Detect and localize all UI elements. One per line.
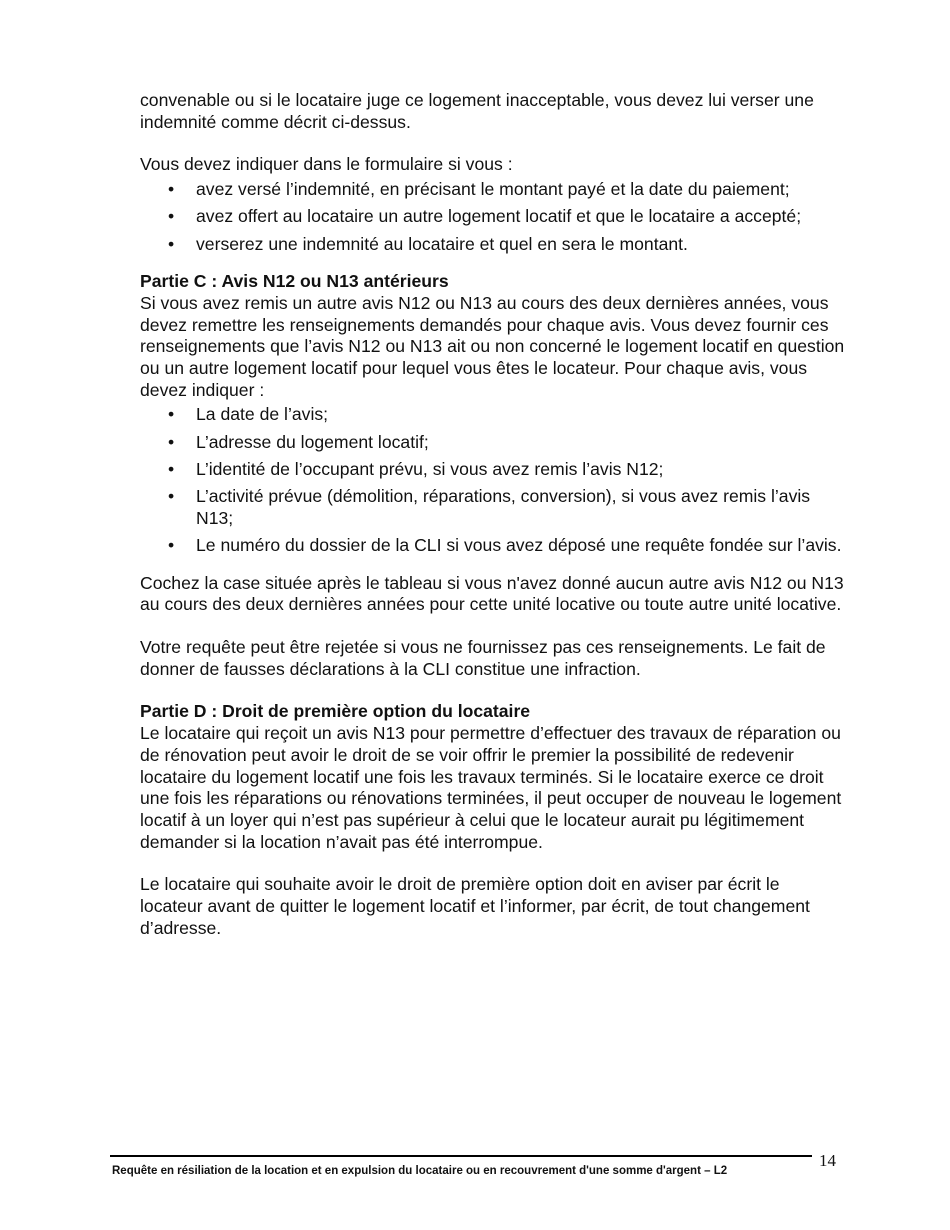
footer-divider xyxy=(110,1155,812,1157)
footer-document-title: Requête en résiliation de la location et en expulsion du locataire ou en recouvrement d'une somme d'argent – L2 xyxy=(112,1165,728,1177)
list-item: • La date de l’avis; xyxy=(168,404,329,425)
partie-c-bullet-list xyxy=(140,404,845,556)
bullet-icon: • xyxy=(168,486,175,507)
bullet-icon: • xyxy=(168,534,175,555)
page-number: 14 xyxy=(819,1151,836,1170)
bullet-icon: • xyxy=(168,404,175,425)
bullet-icon: • xyxy=(168,206,175,227)
bullet-icon: • xyxy=(168,179,175,200)
section-heading-partie-d: Partie D : Droit de première option du locataire xyxy=(140,701,531,722)
list-item: • L’identité de l’occupant prévu, si vous avez remis l’avis N12; xyxy=(168,458,664,479)
intro-bullet-list xyxy=(140,179,845,255)
intro-list-lead: Vous devez indiquer dans le formulaire si vous : xyxy=(140,154,513,175)
page-content xyxy=(140,90,845,940)
intro-paragraph: convenable ou si le locataire juge ce logement inacceptable, vous devez lui verser une indemnité comme décrit ci-dessus. xyxy=(140,90,814,132)
list-item: • L’adresse du logement locatif; xyxy=(168,431,429,452)
bullet-icon: • xyxy=(168,233,175,254)
partie-c-paragraph: Si vous avez remis un autre avis N12 ou N13 au cours des deux dernières années, vous devez remettre les renseignements demandés pour chaque avis. Vous devez fournir ces renseignements que l’avis N12 ou N13 ait ou non concerné le logement locatif en question ou un autre logement locatif pour lequel vous êtes le locateur. Pour chaque avis, vous devez indiquer : xyxy=(140,292,845,400)
list-item: • L’activité prévue (démolition, réparations, conversion), si vous avez remis l’avis N13; xyxy=(168,486,811,528)
list-item: • avez offert au locataire un autre logement locatif et que le locataire a accepté; xyxy=(168,206,802,227)
partie-d-paragraph-2: Le locataire qui souhaite avoir le droit de première option doit en aviser par écrit le locateur avant de quitter le logement locatif et l’informer, par écrit, de tout changement d’adresse. xyxy=(140,874,810,938)
section-heading-partie-c: Partie C : Avis N12 ou N13 antérieurs xyxy=(140,271,449,292)
list-item: • Le numéro du dossier de la CLI si vous avez déposé une requête fondée sur l’avis. xyxy=(168,534,842,555)
partie-c-checkbox-paragraph: Cochez la case située après le tableau si vous n'avez donné aucun autre avis N12 ou N13 au cours des deux dernières années pour cette unité locative ou toute autre unité locative. xyxy=(140,572,844,615)
bullet-icon: • xyxy=(168,431,175,452)
list-item: • verserez une indemnité au locataire et quel en sera le montant. xyxy=(168,233,688,254)
partie-c-warning-paragraph: Votre requête peut être rejetée si vous ne fournissez pas ces renseignements. Le fait de donner de fausses déclarations à la CLI constitue une infraction. xyxy=(140,637,826,679)
partie-d-paragraph-1: Le locataire qui reçoit un avis N13 pour permettre d’effectuer des travaux de réparation ou de rénovation peut avoir le droit de se voir offrir le premier la possibilité de redevenir locataire du logement locatif une fois les travaux terminés. Si le locataire exerce ce droit une fois les réparations ou rénovations terminées, il peut occuper de nouveau le logement locatif à un loyer qui n’est pas supérieur à celui que le locateur aurait pu légitimement demander si la location n’avait pas été interrompue. xyxy=(140,723,842,852)
list-item: • avez versé l’indemnité, en précisant le montant payé et la date du paiement; xyxy=(168,179,790,200)
bullet-icon: • xyxy=(168,458,175,479)
